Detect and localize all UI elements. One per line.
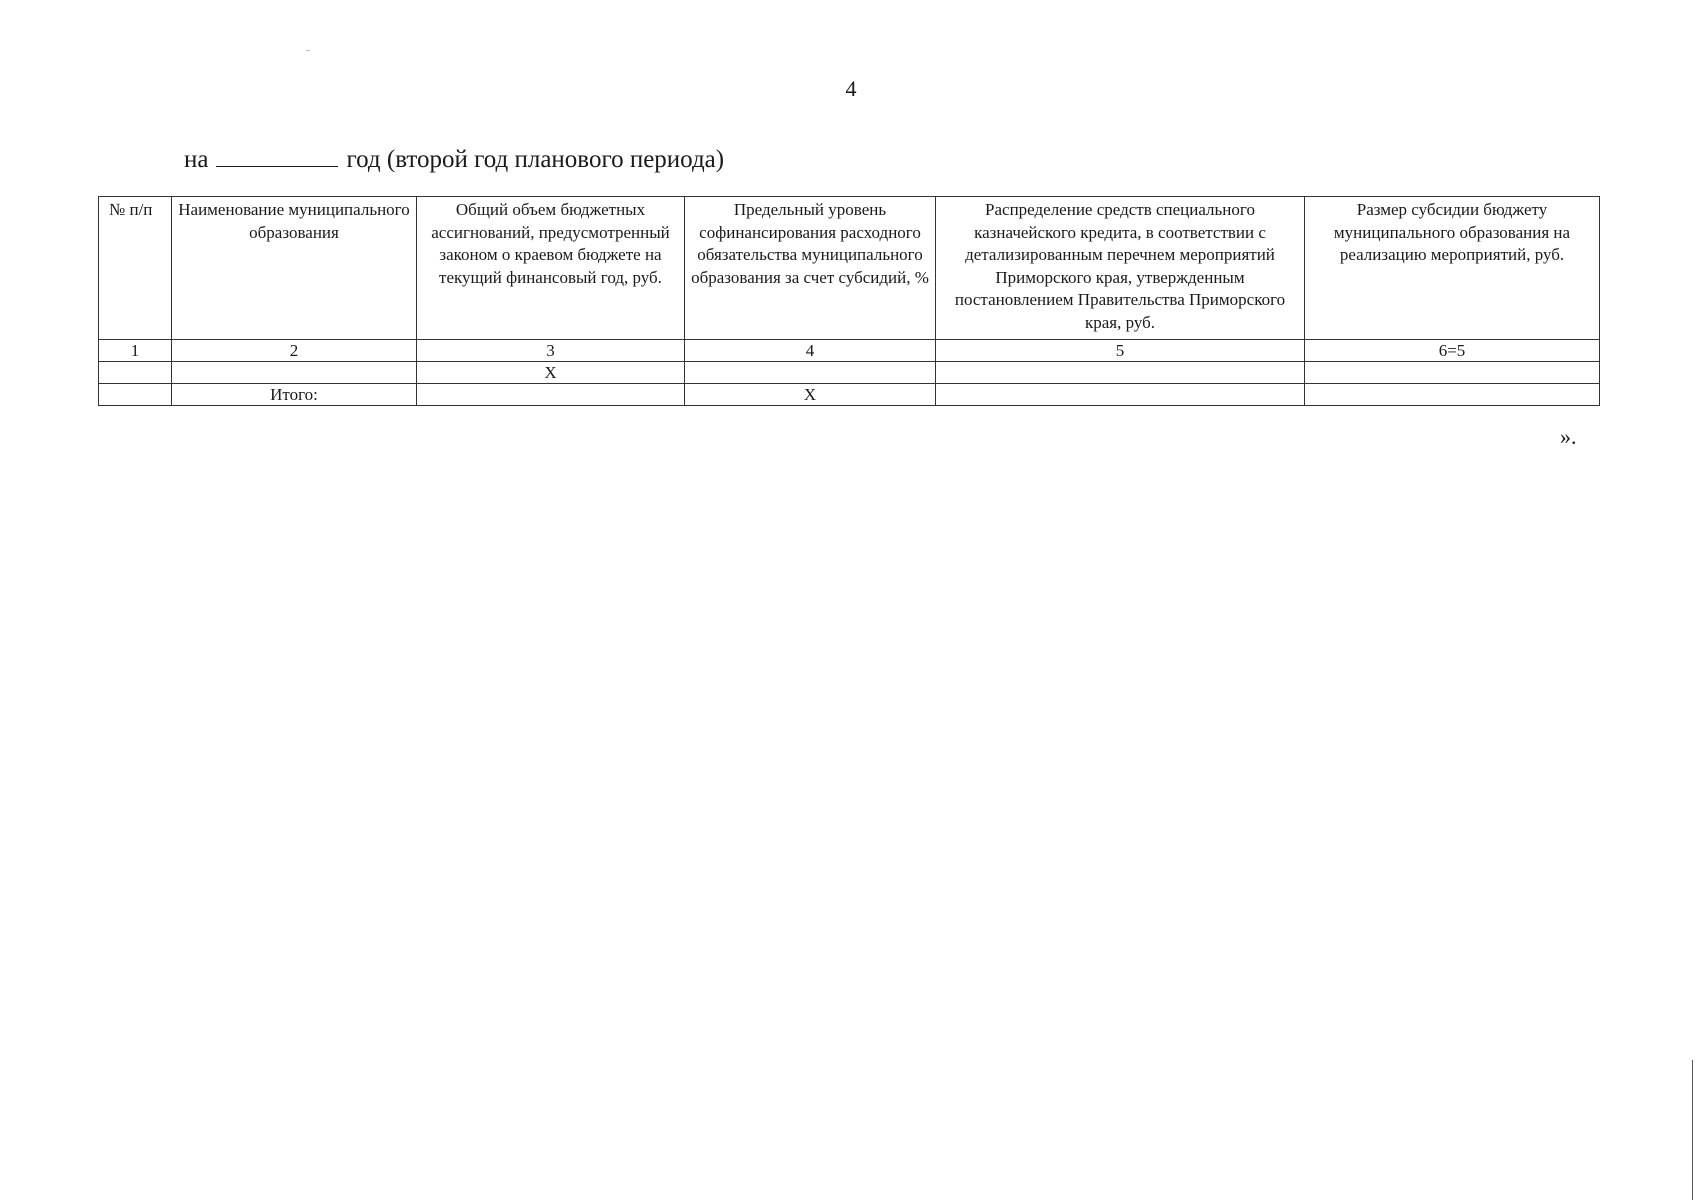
table-header-row — [99, 197, 1600, 340]
header-cell-municipality: Наименование муниципального образования — [172, 197, 417, 340]
table-cell — [99, 384, 172, 406]
table-heading — [184, 146, 724, 174]
header-cell-treasury-credit: Распределение средств специального казначейского кредита, в соответствии с детализированным перечнем мероприятий Приморского края, утвержденным постановлением Правительства Приморского края, руб. — [936, 197, 1305, 340]
scan-edge-line — [1692, 1060, 1693, 1200]
column-number-cell: 5 — [936, 340, 1305, 362]
table-cell: X — [685, 384, 936, 406]
header-cell-cofinancing-level: Предельный уровень софинансирования расходного обязательства муниципального образования за счет субсидий, % — [685, 197, 936, 340]
column-number-cell: 1 — [99, 340, 172, 362]
table-cell: X — [417, 362, 685, 384]
total-row — [99, 384, 1600, 406]
column-number-cell: 6=5 — [1305, 340, 1600, 362]
page-number: 4 — [845, 76, 857, 101]
table-cell — [936, 384, 1305, 406]
table-cell — [936, 362, 1305, 384]
column-number-row — [99, 340, 1600, 362]
column-number-cell: 2 — [172, 340, 417, 362]
closing-quote: ». — [1560, 424, 1577, 449]
table-cell — [417, 384, 685, 406]
total-label-cell: Итого: — [172, 384, 417, 406]
column-number-cell: 3 — [417, 340, 685, 362]
heading-suffix: год (второй год планового периода) — [346, 146, 725, 173]
table-cell — [1305, 384, 1600, 406]
header-cell-number: № п/п — [99, 197, 172, 340]
header-cell-subsidy-amount: Размер субсидии бюджету муниципального образования на реализацию мероприятий, руб. — [1305, 197, 1600, 340]
table-cell — [1305, 362, 1600, 384]
table-cell — [685, 362, 936, 384]
column-number-cell: 4 — [685, 340, 936, 362]
table-row — [99, 362, 1600, 384]
subsidy-distribution-table — [98, 196, 1600, 406]
table-cell — [172, 362, 417, 384]
table-cell — [99, 362, 172, 384]
year-blank-line — [216, 146, 338, 167]
scan-artifact — [306, 50, 310, 51]
heading-prefix: на — [184, 146, 209, 173]
header-cell-total-allocations: Общий объем бюджетных ассигнований, предусмотренный законом о краевом бюджете на текущий финансовый год, руб. — [417, 197, 685, 340]
